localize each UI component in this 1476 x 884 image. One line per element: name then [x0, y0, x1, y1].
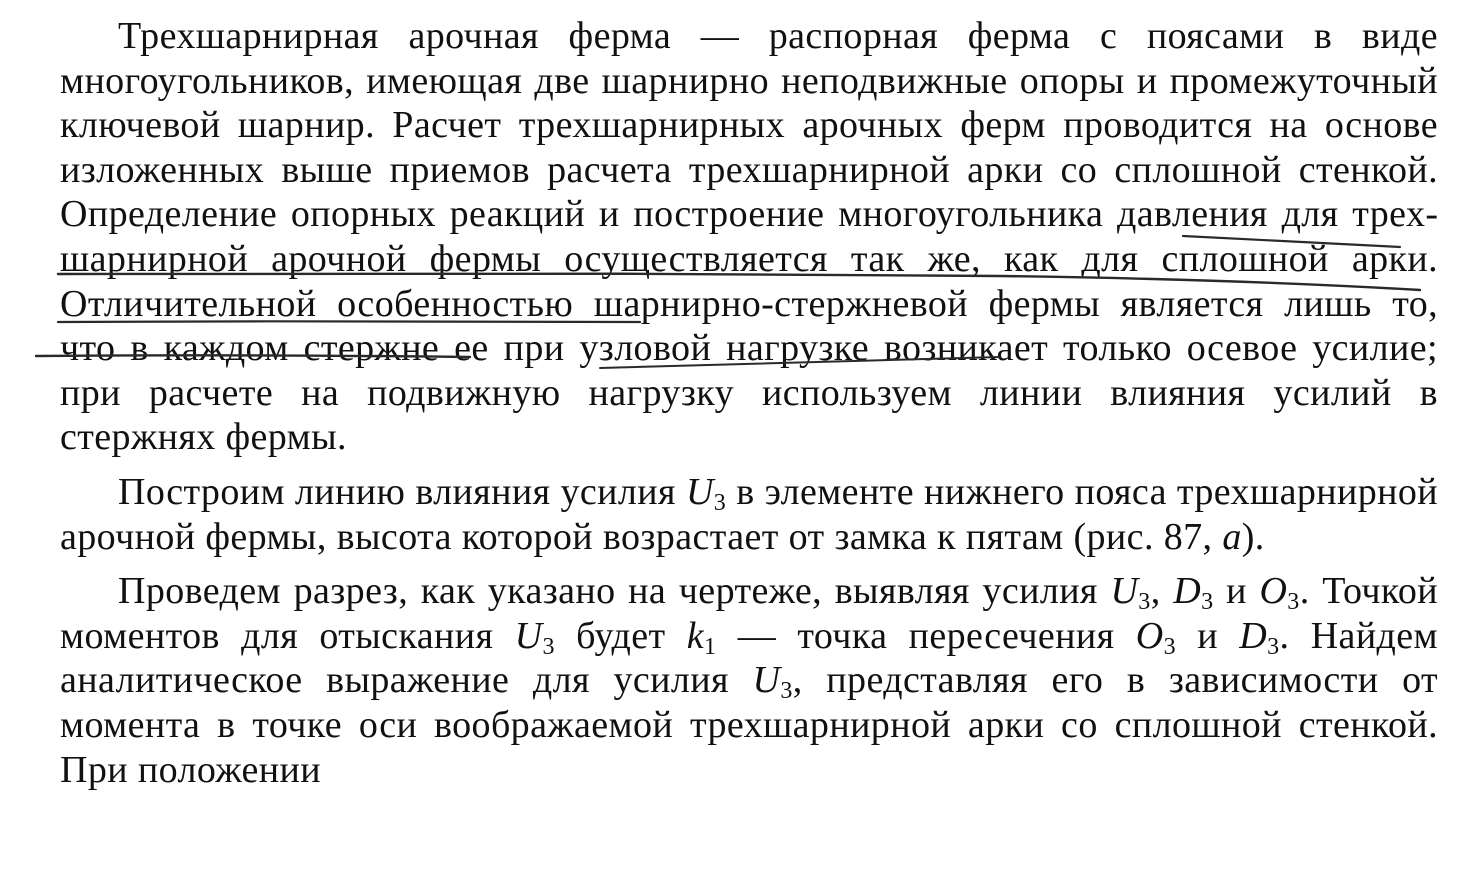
text-run: Построим линию влияния усилия	[118, 470, 686, 513]
text-run: , представляя его в зависимости от момента в точке оси воображаемой трехшарнирной арки со сплошной стенкой. При положении	[60, 659, 1438, 791]
math-subscript: 3	[780, 678, 793, 705]
math-symbol: k	[686, 614, 705, 657]
text-run: ).	[1241, 515, 1265, 558]
paragraph-1	[60, 14, 1438, 460]
body-text	[60, 14, 1438, 792]
text-run: — точка пересечения	[716, 614, 1136, 657]
math-subscript: 3	[542, 633, 555, 660]
text-run: и	[1213, 570, 1260, 613]
text-run: . Точкой моментов для отыскания	[60, 570, 1438, 657]
math-symbol: а	[1222, 515, 1242, 558]
text-run: будет	[554, 614, 687, 657]
text-run: Трехшарнирная арочная ферма — распорная ферма с поясами в виде многоугольников, имеющая две шарнирно неподвижные опоры и промежуточный ключевой шарнир. Расчет трехшарнирных арочных ферм проводится на основе изложенных выше приемов расчета трехшарнирной арки со сплошной стенкой. Определение опорных реакций и построение многоугольника давления для трехшарнирной арочной фермы осуществляется так же, как для сплошной арки. Отличительной особенностью шарнирно-стержневой фермы является лишь то, что в каждом стержне ее при узловой нагрузке возникает только осевое усилие; при расчете на подвижную нагрузку используем линии влияния усилий в стержнях фермы.	[60, 15, 1438, 459]
text-run: Проведем разрез, как указано на чертеже, выявляя усилия	[118, 570, 1111, 613]
math-symbol: O	[1135, 614, 1164, 657]
math-subscript: 3	[1267, 633, 1280, 660]
math-subscript: 3	[1201, 589, 1214, 616]
paragraph-2	[60, 470, 1438, 559]
text-run: ,	[1150, 570, 1174, 613]
math-subscript: 3	[1138, 589, 1151, 616]
math-symbol: D	[1239, 614, 1268, 657]
text-run: в элементе нижнего пояса трехшарнирной арочной фермы, высота которой возрастает от замка к пятам (рис. 87,	[60, 470, 1438, 558]
text-run: . Найдем аналитическое выражение для усилия	[60, 614, 1438, 702]
math-symbol: U	[514, 614, 543, 657]
math-subscript: 3	[1163, 633, 1176, 660]
math-subscript: 1	[704, 633, 717, 660]
math-symbol: U	[1110, 570, 1139, 613]
math-symbol: D	[1173, 570, 1202, 613]
math-subscript: 3	[713, 489, 727, 516]
math-symbol: O	[1259, 570, 1288, 613]
math-symbol: U	[685, 470, 714, 513]
math-symbol: U	[752, 659, 781, 702]
math-subscript: 3	[1287, 589, 1300, 616]
paragraph-3	[60, 569, 1438, 792]
text-run: и	[1175, 614, 1240, 657]
